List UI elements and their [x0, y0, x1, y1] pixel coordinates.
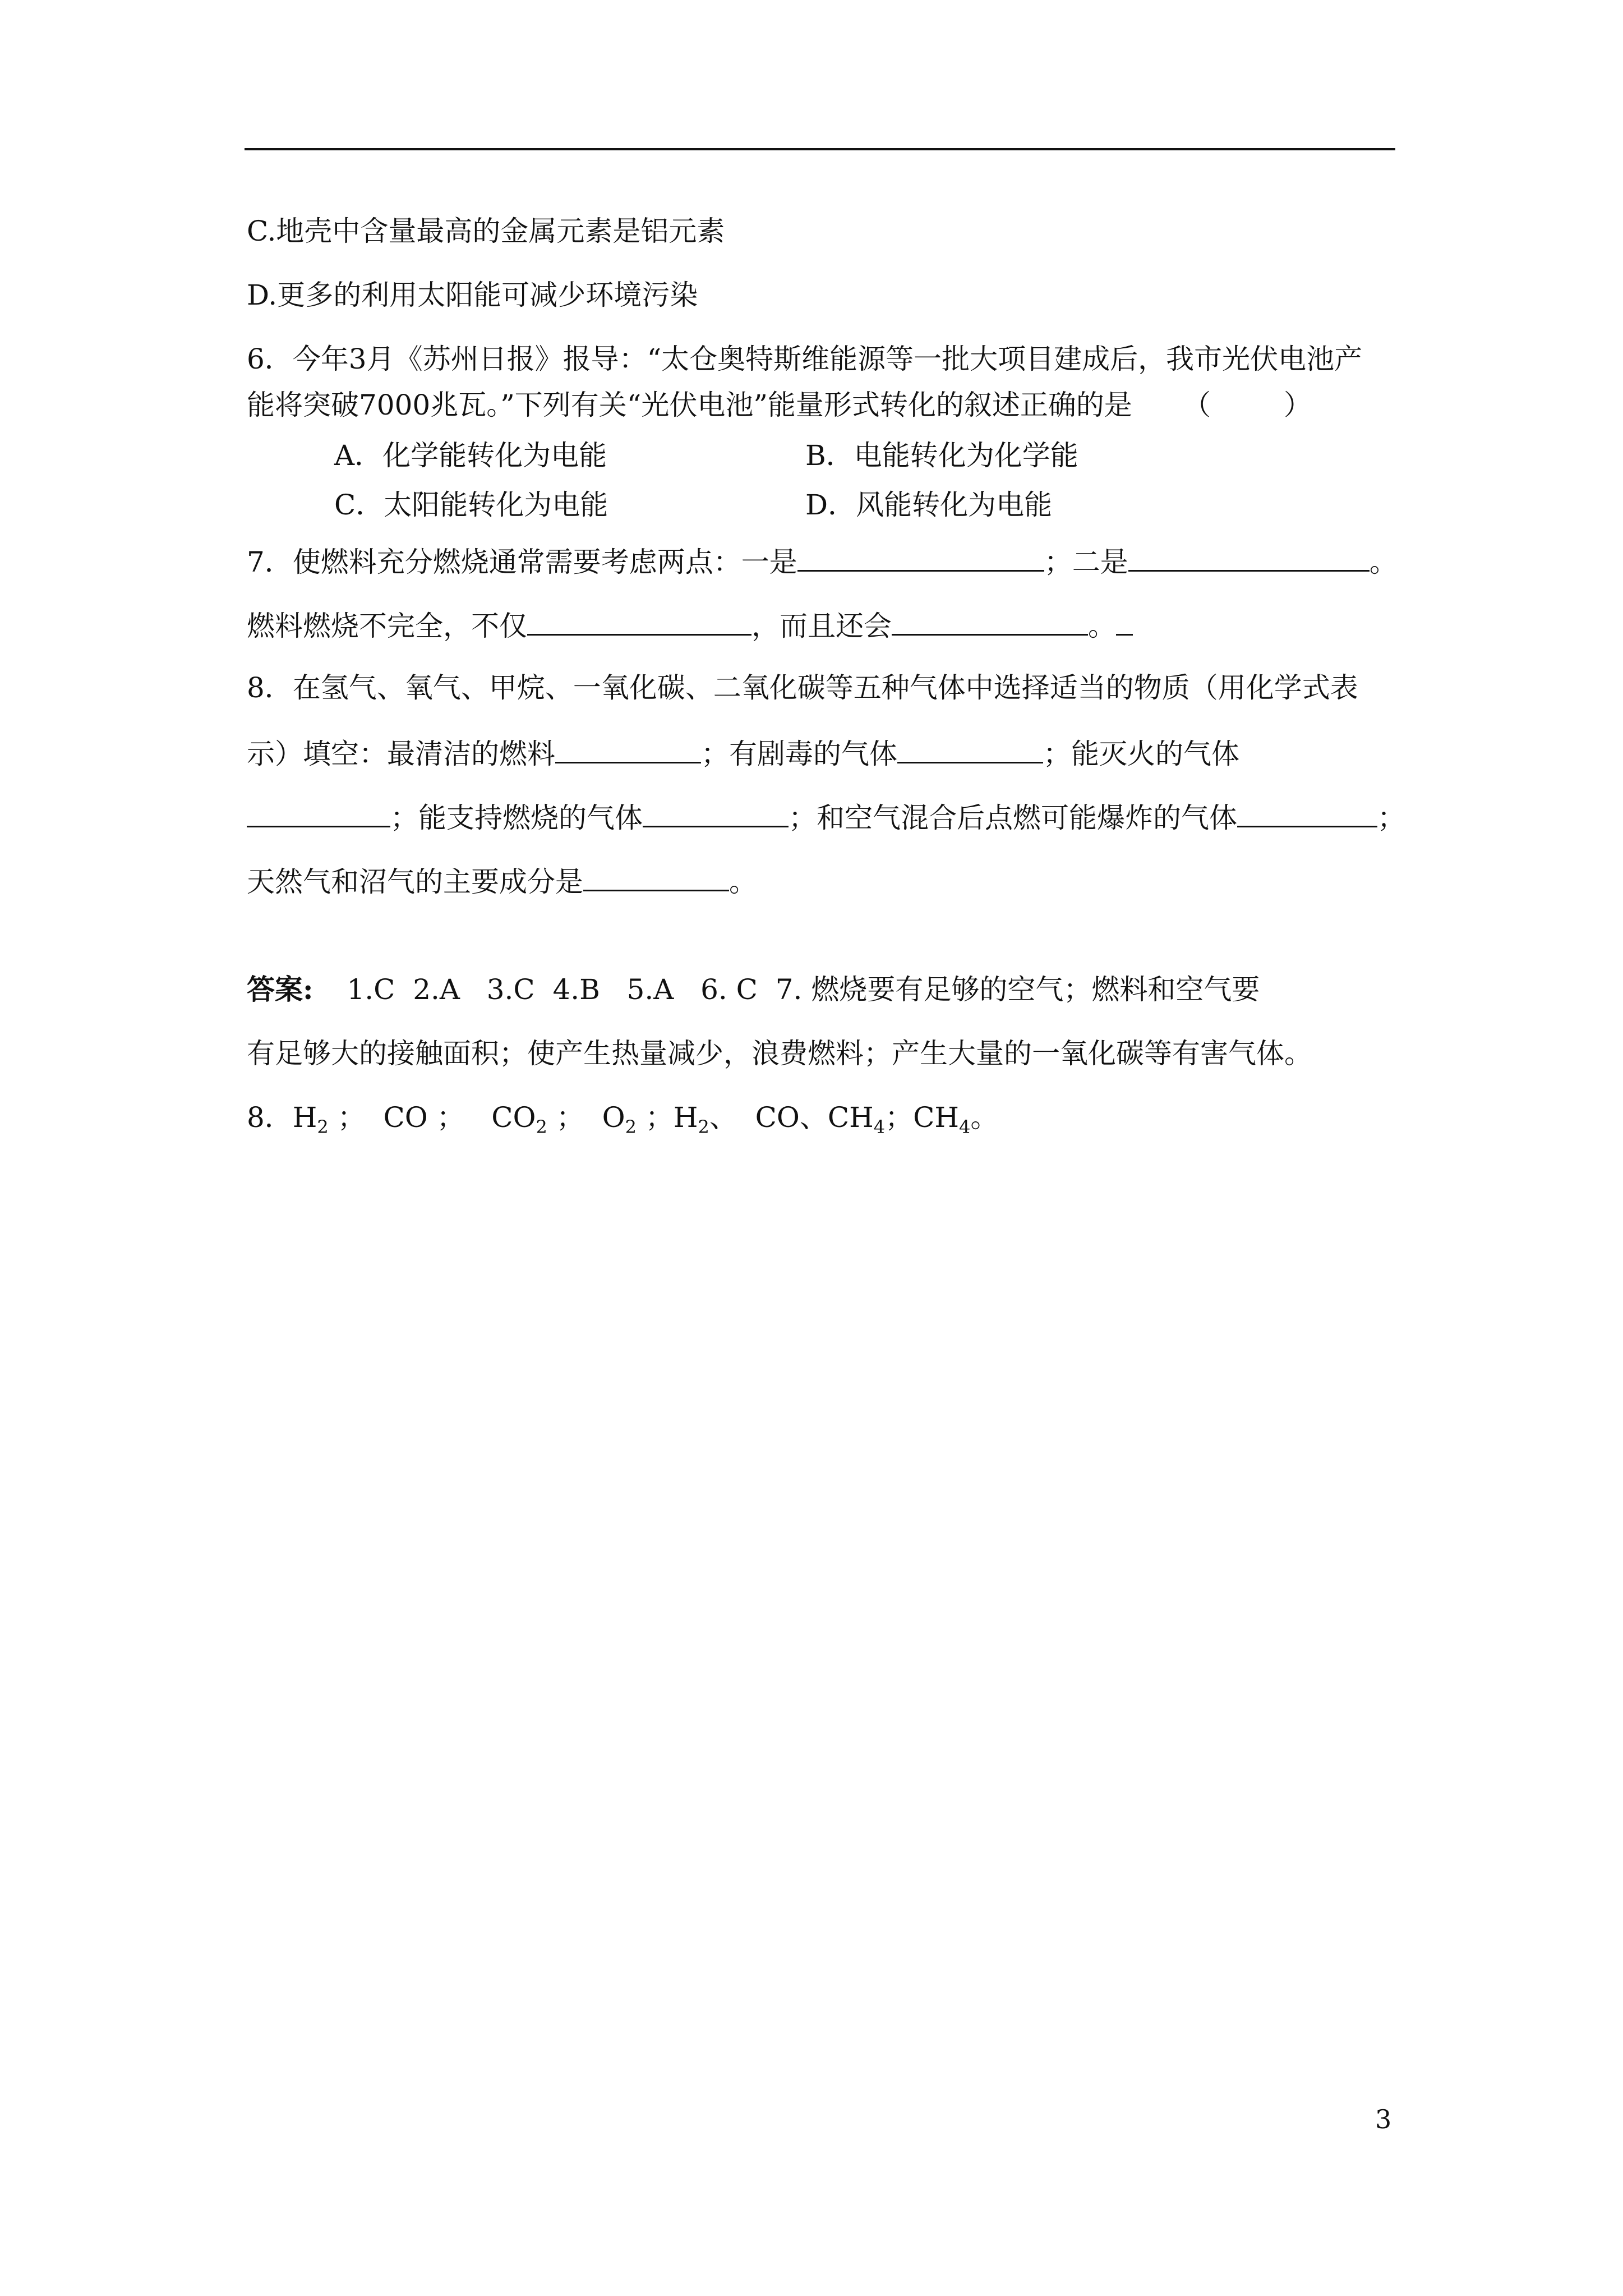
option-c-statement: C.地壳中含量最高的金属元素是铝元素 [247, 215, 725, 247]
question-6-line-2 [247, 387, 1312, 423]
question-7-text-5: ，而且还会 [751, 610, 892, 642]
subscript: 2 [625, 1116, 637, 1138]
question-8-line-2 [247, 734, 1239, 772]
question-8-line-1: 8．在氢气、氧气、甲烷、一氧化碳、二氧化碳等五种气体中选择适当的物质（用化学式表 [247, 671, 1358, 704]
question-8-text-2c: ；能灭火的气体 [1043, 738, 1239, 770]
subscript: 2 [536, 1116, 547, 1138]
question-7-text-3: 。 [1369, 546, 1398, 578]
question-7-text-6: 。 [1088, 610, 1116, 642]
answer-8-text: ； CO ； CO [337, 1101, 536, 1134]
fill-blank[interactable] [583, 862, 729, 891]
answer-8-text: ； O [556, 1101, 625, 1134]
question-7-text-2: ；二是 [1044, 546, 1128, 578]
question-8-text-4b: 。 [729, 866, 757, 898]
question-7-text-4: 燃料燃烧不完全，不仅 [247, 610, 527, 642]
question-6-option-c: C．太阳能转化为电能 [334, 489, 608, 521]
question-8-text-3c: ； [1377, 802, 1405, 834]
fill-blank[interactable] [892, 606, 1088, 636]
fill-blank[interactable] [897, 734, 1043, 763]
answer-8-text: 。 [970, 1101, 999, 1134]
answers-line-3 [247, 1099, 998, 1145]
question-8-text-2b: ；有剧毒的气体 [701, 738, 897, 770]
question-8-text-3b: ；和空气混合后点燃可能爆炸的气体 [789, 802, 1237, 834]
answers-text-1: 1.C 2.A 3.C 4.B 5.A 6. C 7. 燃烧要有足够的空气；燃料和空气要 [347, 973, 1260, 1006]
fill-blank[interactable] [555, 734, 701, 763]
question-6-stem: 能将突破7000兆瓦。”下列有关“光伏电池”能量形式转化的叙述正确的是 [247, 389, 1132, 421]
answers-line-1 [247, 972, 1260, 1007]
fill-blank[interactable] [527, 606, 751, 636]
answer-8-text: ；H [645, 1101, 698, 1134]
subscript: 4 [873, 1116, 886, 1138]
option-d-statement: D.更多的利用太阳能可减少环境污染 [247, 279, 698, 311]
answers-line-2: 有足够大的接触面积；使产生热量减少，浪费燃料；产生大量的一氧化碳等有害气体。 [247, 1037, 1312, 1070]
answer-8-text: 、 CO、CH [709, 1101, 874, 1134]
fill-blank[interactable] [1237, 798, 1377, 827]
question-7-line-1 [247, 542, 1398, 580]
subscript: 2 [317, 1116, 329, 1138]
fill-blank[interactable] [1128, 542, 1370, 572]
question-6-option-d: D．风能转化为电能 [805, 489, 1053, 521]
fill-blank[interactable] [643, 798, 789, 827]
answer-paren-open: （ [1182, 389, 1211, 421]
subscript: 4 [958, 1116, 971, 1138]
header-rule [245, 148, 1395, 150]
subscript: 2 [698, 1116, 709, 1138]
fill-blank-tail [1116, 606, 1133, 636]
question-8-line-3 [247, 798, 1405, 836]
answer-8-text: 8．H [247, 1101, 317, 1134]
question-7-line-2 [247, 606, 1133, 644]
question-8-text-3a: ；能支持燃烧的气体 [390, 802, 643, 834]
question-6-line-1: 6．今年3月《苏州日报》报导：“太仓奥特斯维能源等一批大项目建成后，我市光伏电池产 [247, 343, 1363, 375]
question-6-option-b: B．电能转化为化学能 [805, 439, 1078, 472]
question-8-line-4 [247, 862, 757, 900]
page-number: 3 [1375, 2104, 1392, 2134]
answer-paren-close: ） [1283, 389, 1312, 421]
question-8-text-2a: 示）填空：最清洁的燃料 [247, 738, 555, 770]
answers-label: 答案: [247, 973, 313, 1006]
question-8-text-4a: 天然气和沼气的主要成分是 [247, 866, 583, 898]
fill-blank[interactable] [247, 798, 390, 827]
question-7-text-1: 7．使燃料充分燃烧通常需要考虑两点：一是 [247, 546, 797, 578]
question-6-option-a: A．化学能转化为电能 [334, 439, 607, 472]
fill-blank[interactable] [797, 542, 1044, 572]
answer-8-text: ；CH [885, 1101, 959, 1134]
